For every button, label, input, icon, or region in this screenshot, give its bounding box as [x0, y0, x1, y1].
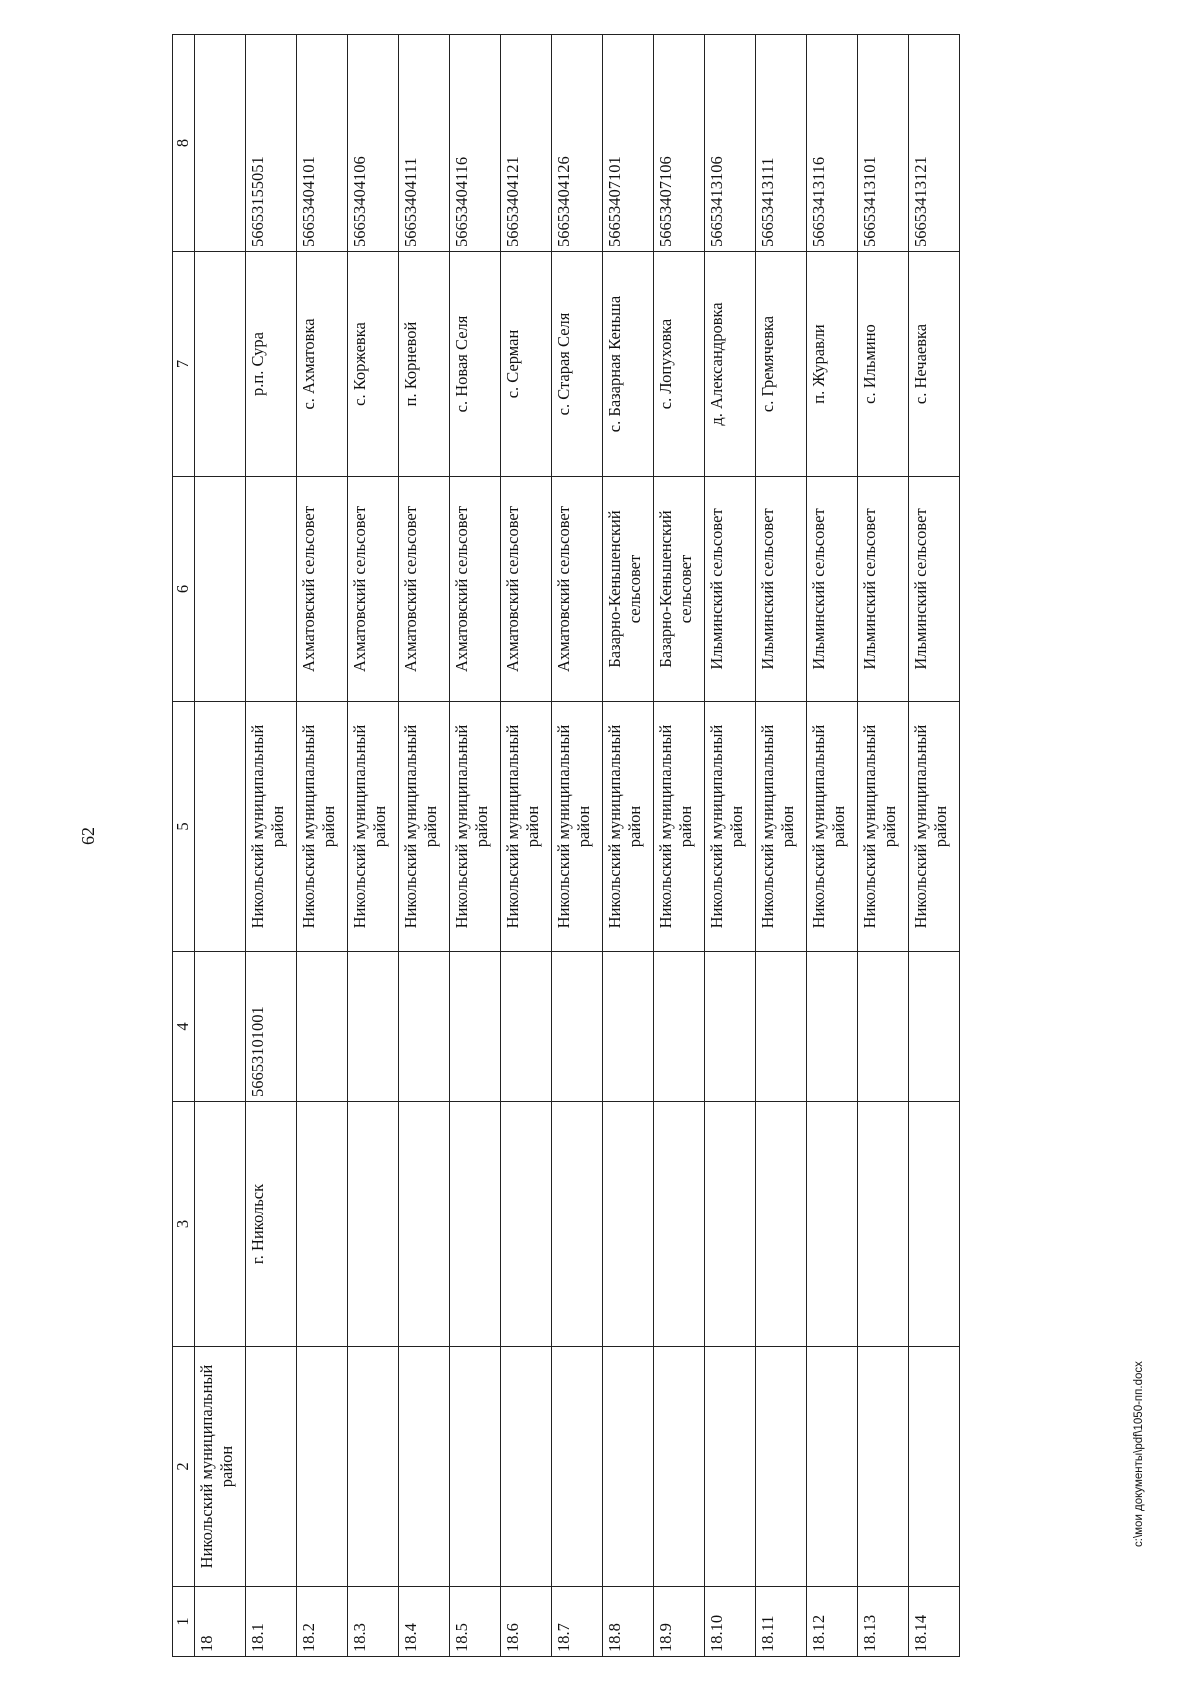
table-cell	[501, 1102, 552, 1347]
table-row	[807, 35, 858, 1657]
table-cell: Никольский муниципальный район	[603, 702, 654, 952]
table-cell: с. Ильмино	[858, 252, 909, 477]
table-cell: 56653413101	[858, 35, 909, 252]
table-row	[399, 35, 450, 1657]
table-cell: Никольский муниципальный район	[195, 1347, 246, 1587]
table-cell: Ахматовский сельсовет	[348, 477, 399, 702]
table-cell	[399, 1347, 450, 1587]
header-cell: 5	[173, 702, 195, 952]
table-cell: 56653404106	[348, 35, 399, 252]
header-cell: 6	[173, 477, 195, 702]
table-cell	[195, 702, 246, 952]
table-cell: Ильминский сельсовет	[705, 477, 756, 702]
table-cell	[195, 952, 246, 1102]
table-cell: с. Серман	[501, 252, 552, 477]
table-cell	[756, 1102, 807, 1347]
table-cell	[450, 1347, 501, 1587]
table-cell: Никольский муниципальный район	[501, 702, 552, 952]
table-cell: Никольский муниципальный район	[246, 702, 297, 952]
header-cell: 4	[173, 952, 195, 1102]
table-cell: Никольский муниципальный район	[399, 702, 450, 952]
table-cell	[603, 1102, 654, 1347]
table-cell: 56653155051	[246, 35, 297, 252]
table-cell	[195, 477, 246, 702]
table-row	[756, 35, 807, 1657]
table-cell: с. Базарная Кеньша	[603, 252, 654, 477]
table-row	[654, 35, 705, 1657]
table-cell: Ахматовский сельсовет	[399, 477, 450, 702]
table-cell: п. Журавли	[807, 252, 858, 477]
table-cell: р.п. Сура	[246, 252, 297, 477]
table-cell	[348, 1347, 399, 1587]
table-cell: Ахматовский сельсовет	[501, 477, 552, 702]
table-cell: 56653407106	[654, 35, 705, 252]
table-cell: 56653407101	[603, 35, 654, 252]
table-cell: 18.7	[552, 1587, 603, 1657]
table-row	[552, 35, 603, 1657]
table-cell: 18.4	[399, 1587, 450, 1657]
table-cell	[501, 952, 552, 1102]
header-cell: 1	[173, 1587, 195, 1657]
table-cell	[654, 1347, 705, 1587]
table-cell	[552, 1347, 603, 1587]
table-cell: с. Коржевка	[348, 252, 399, 477]
table-cell: 18.13	[858, 1587, 909, 1657]
table-row	[348, 35, 399, 1657]
table-row	[501, 35, 552, 1657]
table-cell	[501, 1347, 552, 1587]
table-cell	[348, 1102, 399, 1347]
table-cell: Базарно-Кеньшенский сельсовет	[654, 477, 705, 702]
table-cell: п. Корневой	[399, 252, 450, 477]
table-cell: 56653404101	[297, 35, 348, 252]
table-cell: Ильминский сельсовет	[909, 477, 960, 702]
table-cell	[705, 952, 756, 1102]
table-cell: Никольский муниципальный район	[705, 702, 756, 952]
table-cell: 18.8	[603, 1587, 654, 1657]
table-cell: 18.2	[297, 1587, 348, 1657]
table-row	[705, 35, 756, 1657]
table-cell	[450, 1102, 501, 1347]
table-body	[173, 35, 960, 1657]
table-cell	[654, 952, 705, 1102]
table-cell	[807, 952, 858, 1102]
table-cell	[348, 952, 399, 1102]
table-cell: с. Новая Селя	[450, 252, 501, 477]
table-cell: Никольский муниципальный район	[807, 702, 858, 952]
table-row	[246, 35, 297, 1657]
table-cell	[450, 952, 501, 1102]
table-cell: 18.11	[756, 1587, 807, 1657]
table-cell: Никольский муниципальный район	[654, 702, 705, 952]
table-cell: 18	[195, 1587, 246, 1657]
table-row	[603, 35, 654, 1657]
table-cell	[297, 952, 348, 1102]
table-cell: с. Ахматовка	[297, 252, 348, 477]
table-cell: 56653413106	[705, 35, 756, 252]
table-cell: Никольский муниципальный район	[552, 702, 603, 952]
table-cell: 56653404116	[450, 35, 501, 252]
table-cell: с. Старая Селя	[552, 252, 603, 477]
table-cell: Ильминский сельсовет	[807, 477, 858, 702]
table-cell: 18.1	[246, 1587, 297, 1657]
table-cell	[654, 1102, 705, 1347]
table-cell: д. Александровка	[705, 252, 756, 477]
table-cell: 18.3	[348, 1587, 399, 1657]
table-cell: Никольский муниципальный район	[858, 702, 909, 952]
table-cell: 56653413111	[756, 35, 807, 252]
table-cell: Ильминский сельсовет	[756, 477, 807, 702]
table-cell: 56653413121	[909, 35, 960, 252]
table-row	[858, 35, 909, 1657]
table-cell	[246, 477, 297, 702]
table-cell: 18.9	[654, 1587, 705, 1657]
table-cell: Базарно-Кеньшенский сельсовет	[603, 477, 654, 702]
table-cell	[858, 952, 909, 1102]
table-cell: 18.6	[501, 1587, 552, 1657]
table-cell	[705, 1347, 756, 1587]
table-row	[909, 35, 960, 1657]
table-cell: 18.12	[807, 1587, 858, 1657]
table-cell: г. Никольск	[246, 1102, 297, 1347]
table-cell: 56653404111	[399, 35, 450, 252]
table-cell: 18.10	[705, 1587, 756, 1657]
header-cell: 2	[173, 1347, 195, 1587]
table-cell	[399, 1102, 450, 1347]
table-cell	[399, 952, 450, 1102]
header-cell: 8	[173, 35, 195, 252]
table-cell	[603, 1347, 654, 1587]
table-row	[450, 35, 501, 1657]
table-cell: Никольский муниципальный район	[297, 702, 348, 952]
header-cell: 3	[173, 1102, 195, 1347]
table-cell	[195, 35, 246, 252]
table-row	[195, 35, 246, 1657]
table-cell	[756, 1347, 807, 1587]
table-cell: 18.5	[450, 1587, 501, 1657]
table-cell	[297, 1347, 348, 1587]
table-cell	[858, 1102, 909, 1347]
table-row	[297, 35, 348, 1657]
table-cell	[909, 1347, 960, 1587]
page-number: 62	[78, 827, 98, 845]
table-cell	[195, 1102, 246, 1347]
table-cell	[909, 952, 960, 1102]
table-cell	[756, 952, 807, 1102]
table-cell	[705, 1102, 756, 1347]
table-cell	[297, 1102, 348, 1347]
table-cell: Никольский муниципальный район	[909, 702, 960, 952]
table-cell: с. Гремячевка	[756, 252, 807, 477]
table-cell: с. Нечаевка	[909, 252, 960, 477]
table-cell	[807, 1102, 858, 1347]
table-cell: Ахматовский сельсовет	[297, 477, 348, 702]
table-cell: Ахматовский сельсовет	[450, 477, 501, 702]
table-cell	[603, 952, 654, 1102]
table-cell: Ильминский сельсовет	[858, 477, 909, 702]
table-header-row	[173, 35, 195, 1657]
header-cell: 7	[173, 252, 195, 477]
table-cell: Никольский муниципальный район	[450, 702, 501, 952]
table-cell	[807, 1347, 858, 1587]
table-cell	[195, 252, 246, 477]
table-cell: 18.14	[909, 1587, 960, 1657]
table-cell: 56653101001	[246, 952, 297, 1102]
table-cell: 56653404126	[552, 35, 603, 252]
table-cell	[552, 1102, 603, 1347]
table-cell: с. Лопуховка	[654, 252, 705, 477]
footer-file-path: c:\мои документы\pdf\1050-пп.docx	[1133, 1361, 1145, 1547]
table-cell	[246, 1347, 297, 1587]
table-cell: Никольский муниципальный район	[756, 702, 807, 952]
table-cell	[552, 952, 603, 1102]
table-cell	[909, 1102, 960, 1347]
settlements-table	[172, 34, 960, 1657]
table-cell: 56653413116	[807, 35, 858, 252]
table-cell: 56653404121	[501, 35, 552, 252]
table-cell: Никольский муниципальный район	[348, 702, 399, 952]
table-cell: Ахматовский сельсовет	[552, 477, 603, 702]
table-cell	[858, 1347, 909, 1587]
